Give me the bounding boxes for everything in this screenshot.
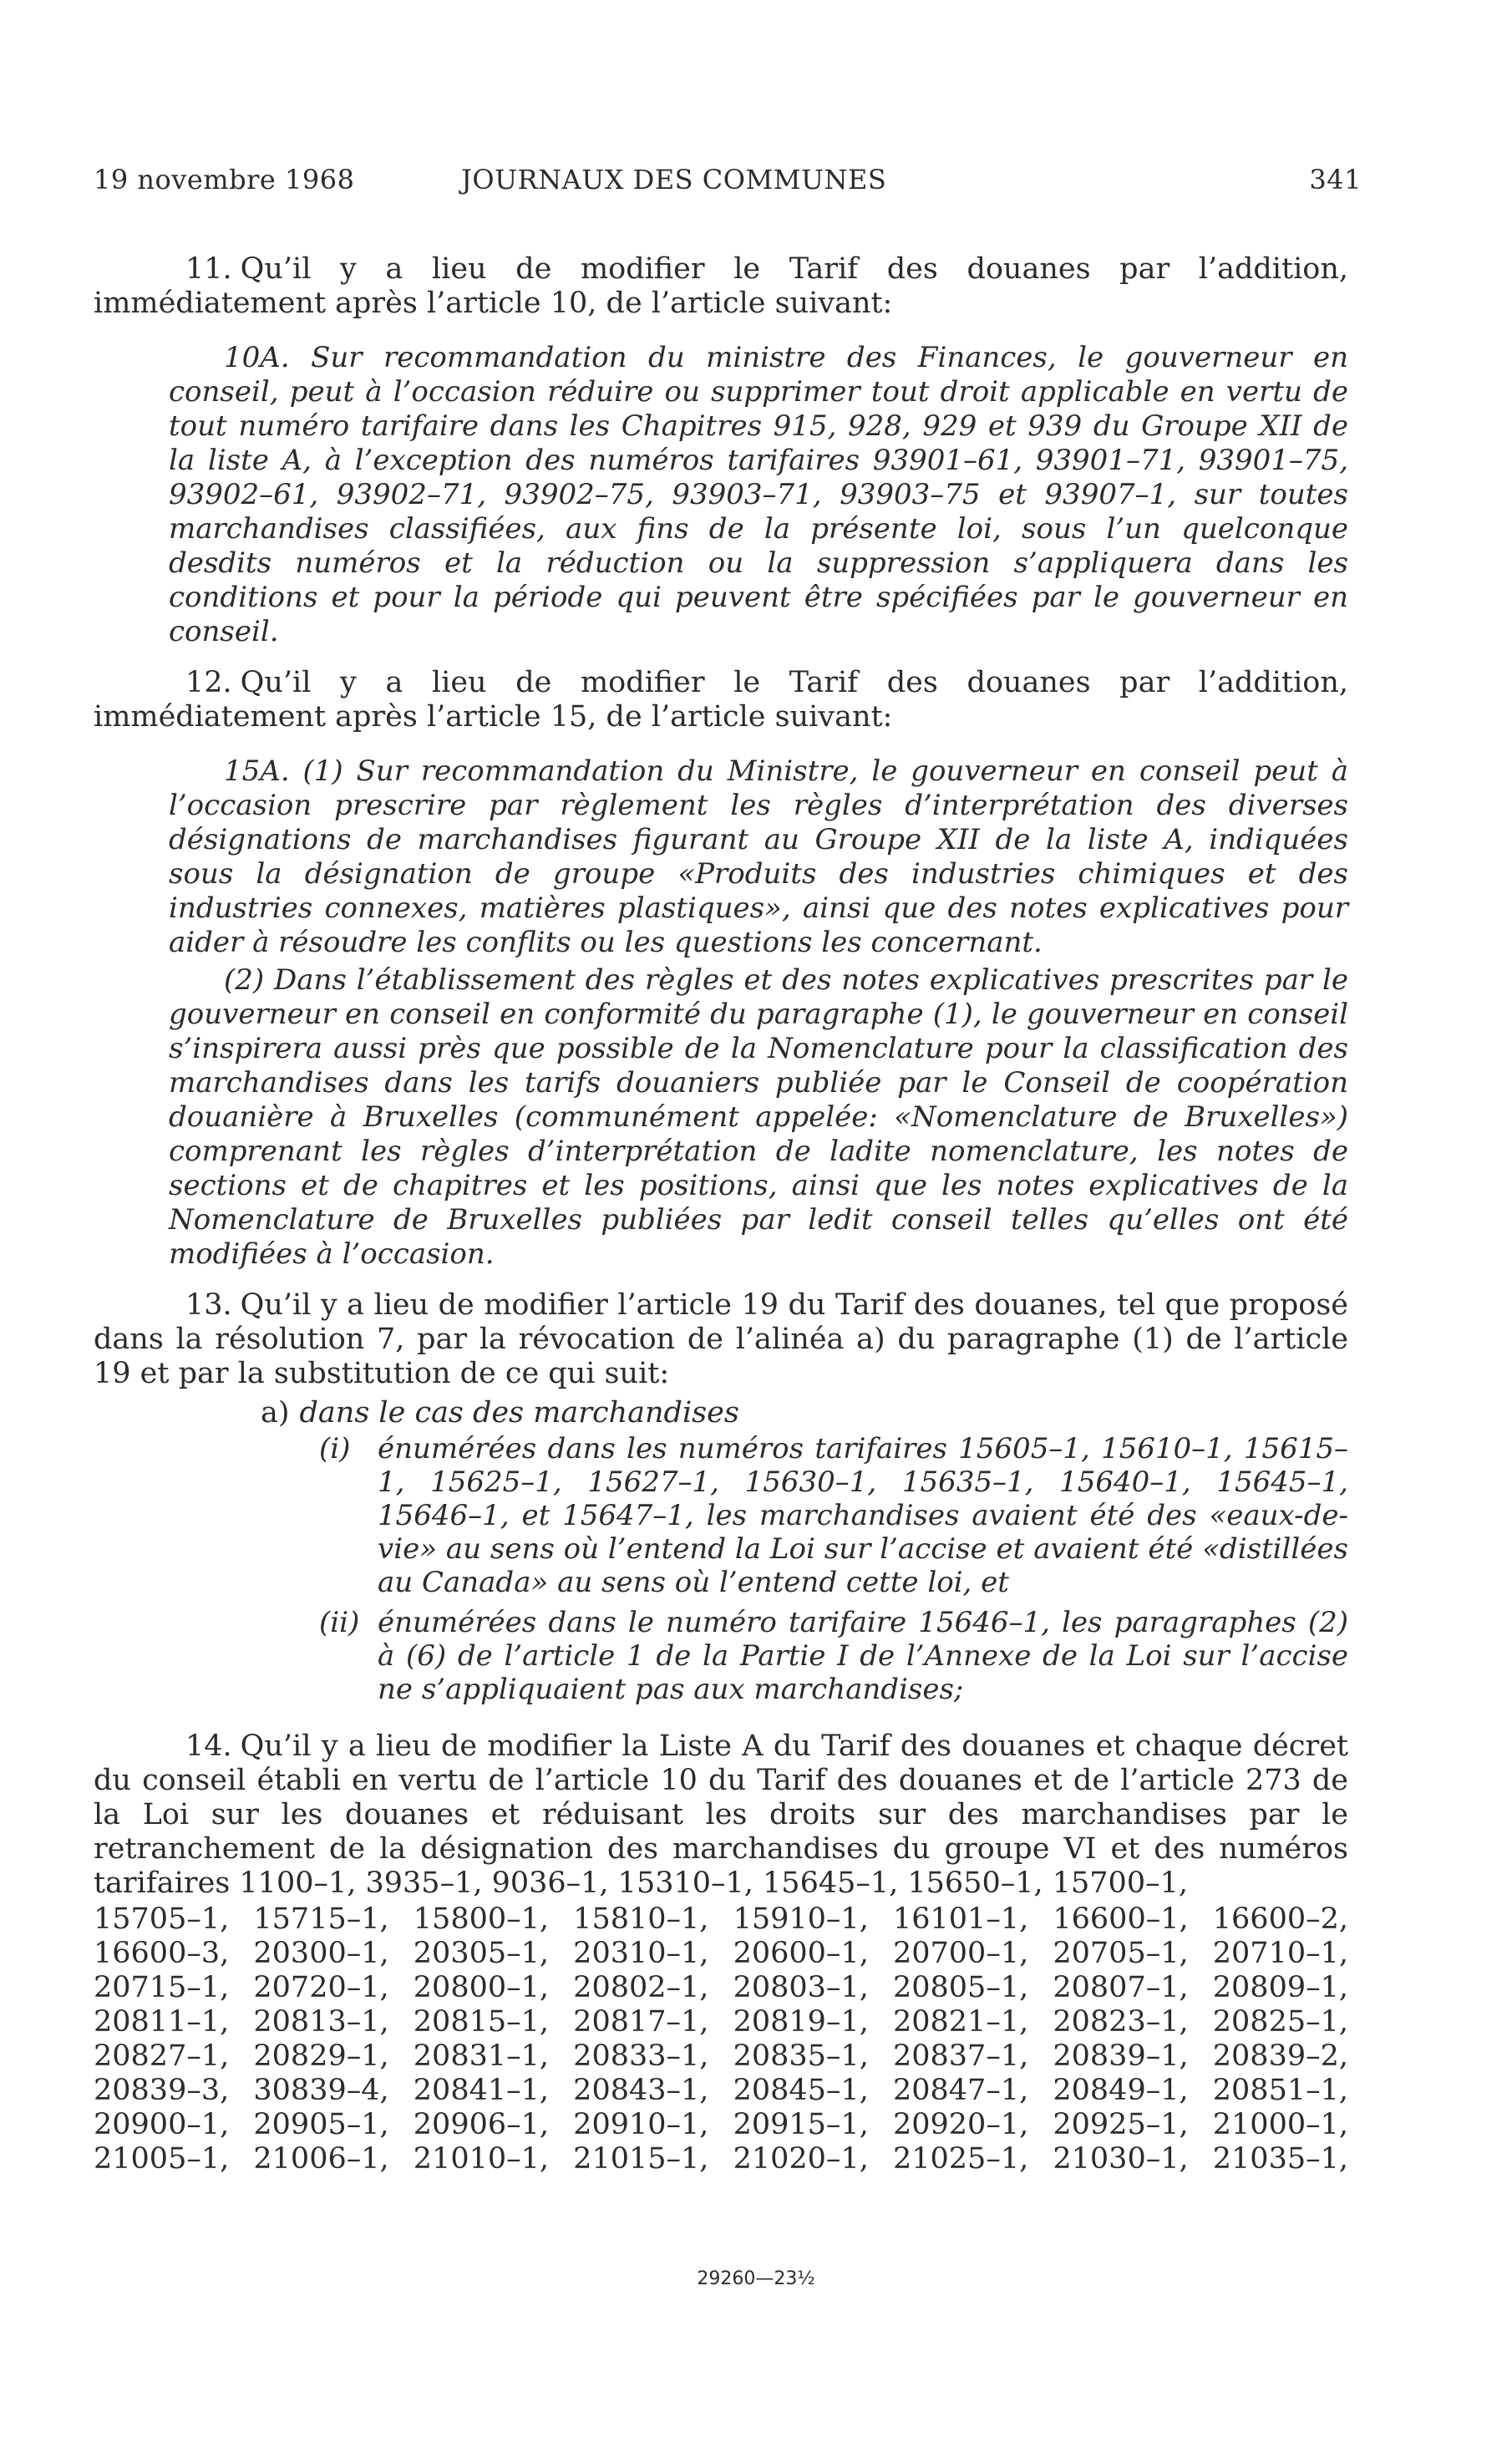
clause-letter: a) (261, 1396, 290, 1430)
paragraph-text: Qu’il y a lieu de modifier le Tarif des douanes par l’addition, immédiatement après l’article 10, de l’article suivant: (94, 252, 1348, 320)
paragraph-13 (94, 1288, 1348, 1391)
subclause-ii (319, 1606, 1348, 1706)
paragraph-text: Qu’il y a lieu de modifier la Liste A du Tarif des douanes et chaque décret du conseil établi en vertu de l’article 10 du Tarif des douanes et de l’article 273 de la Loi sur les douanes et réduisant les droits sur des marchandises par le retranchement de la désignation des marchandises du groupe VI et des numéros tarifaires 1100–1, 3935–1, 9036–1, 15310–1, 15645–1, 15650–1, 15700–1, (94, 1729, 1348, 1900)
subclause-i (319, 1432, 1348, 1599)
article-15a-subsection-2: (2) Dans l’établissement des règles et des notes explicatives prescrites par le gouverneur en conseil en conformité du paragraphe (1), le gouverneur en conseil s’inspirera aussi près que possible de la Nomenclature pour la classification des marchandises dans les tarifs douaniers publiée par le Conseil de coopération douanière à Bruxelles (communément appelée: «Nomenclature de Bruxelles») comprenant les règles d’interprétation de ladite nomenclature, les notes de sections et de chapitres et les positions, ainsi que les notes explicatives de la Nomenclature de Bruxelles publiées par ledit conseil telles qu’elles ont été modifiées à l’occasion. (169, 963, 1348, 1271)
paragraph-number: 13. (185, 1288, 232, 1322)
paragraph-11 (94, 252, 1348, 321)
page-number: 341 (1309, 164, 1362, 196)
header-journal-title: JOURNAUX DES COMMUNES (461, 164, 887, 196)
subclause-text: énumérées dans les numéros tarifaires 15605–1, 15610–1, 15615–1, 15625–1, 15627–1, 15630–1, 15635–1, 15640–1, 15645–1, 15646–1, et 15647–1, les marchandises avaient été des «eaux-de-vie» au sens où l’entend la Loi sur l’accise et avaient été «distillées au Canada» au sens où l’entend cette loi, et (378, 1432, 1348, 1599)
paragraph-number: 11. (185, 252, 232, 286)
article-10a-quote: 10A. Sur recommandation du ministre des Finances, le gouverneur en conseil, peut à l’occasion réduire ou supprimer tout droit applicable en vertu de tout numéro tarifaire dans les Chapitres 915, 928, 929 et 939 du Groupe XII de la liste A, à l’exception des numéros tarifaires 93901–61, 93901–71, 93901–75, 93902–61, 93902–71, 93902–75, 93903–71, 93903–75 et 93907–1, sur toutes marchandises classifiées, aux fins de la présente loi, sous l’un quelconque desdits numéros et la réduction ou la suppression s’appliquera dans les conditions et pour la période qui peuvent être spécifiées par le gouverneur en conseil. (169, 341, 1348, 648)
subclause-text: énumérées dans le numéro tarifaire 15646–1, les paragraphes (2) à (6) de l’article 1 de la Partie I de l’Annexe de la Loi sur l’accise ne s’appliquaient pas aux marchandises; (378, 1606, 1348, 1706)
paragraph-number: 12. (185, 666, 232, 699)
paragraph-number: 14. (185, 1729, 232, 1763)
document-body (94, 252, 1348, 2206)
paragraph-12 (94, 666, 1348, 734)
article-15a-subsection-1: 15A. (1) Sur recommandation du Ministre, le gouverneur en conseil peut à l’occasion prescrire par règlement les règles d’interprétation des diverses désignations de marchandises figurant au Groupe XII de la liste A, indiquées sous la désignation de groupe «Produits des industries chimiques et des industries connexes, matières plastiques», ainsi que des notes explicatives pour aider à résoudre les conflits ou les questions les concernant. (169, 754, 1348, 959)
paragraph-text: Qu’il y a lieu de modifier le Tarif des douanes par l’addition, immédiatement après l’article 15, de l’article suivant: (94, 666, 1348, 734)
clause-text: dans le cas des marchandises (299, 1396, 739, 1430)
clause-a (261, 1396, 1348, 1430)
tariff-number-list: 15705–1, 15715–1, 15800–1, 15810–1, 15910–1, 16101–1, 16600–1, 16600–2, 16600–3, 20300–1, 20305–1, 20310–1, 20600–1, 20700–1, 20705–1, 20710–1, 20715–1, 20720–1, 20800–1, 20802–1, 20803–1, 20805–1, 20807–1, 20809–1, 20811–1, 20813–1, 20815–1, 20817–1, 20819–1, 20821–1, 20823–1, 20825–1, 20827–1, 20829–1, 20831–1, 20833–1, 20835–1, 20837–1, 20839–1, 20839–2, 20839–3, 30839–4, 20841–1, 20843–1, 20845–1, 20847–1, 20849–1, 20851–1, 20900–1, 20905–1, 20906–1, 20910–1, 20915–1, 20920–1, 20925–1, 21000–1, 21005–1, 21006–1, 21010–1, 21015–1, 21020–1, 21025–1, 21030–1, 21035–1, (94, 1902, 1348, 2176)
page-footer-signature: 29260—23½ (697, 2268, 815, 2289)
paragraph-text: Qu’il y a lieu de modifier l’article 19 du Tarif des douanes, tel que proposé dans la résolution 7, par la révocation de l’alinéa a) du paragraphe (1) de l’article 19 et par la substitution de ce qui suit: (94, 1288, 1348, 1390)
subclause-number: (i) (319, 1432, 351, 1465)
subclause-number: (ii) (319, 1606, 360, 1639)
paragraph-14 (94, 1729, 1348, 1901)
header-date: 19 novembre 1968 (94, 164, 355, 196)
